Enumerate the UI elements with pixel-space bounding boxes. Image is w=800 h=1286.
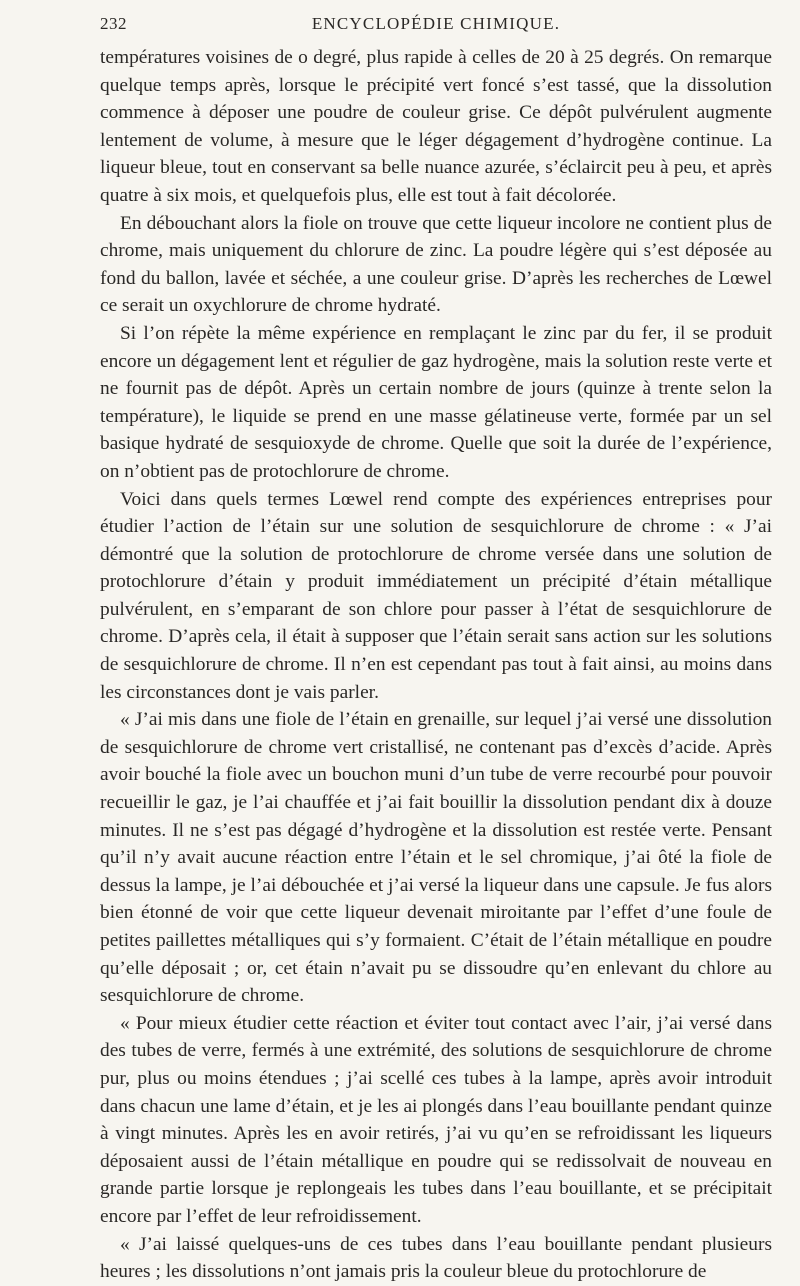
body-text: [100, 44, 772, 1286]
running-head: [100, 14, 772, 44]
paragraph: Voici dans quels termes Lœwel rend compte des expériences entreprises pour étudier l’action de l’étain sur une solution de sesquichlorure de chrome : « J’ai démontré que la solution de protochlorure de chrome versée dans une solution de protochlorure d’étain y produit immédiatement un précipité d’étain métallique pulvérulent, en s’emparant de son chlore pour passer à l’état de sesquichlorure de chrome. D’après cela, il était à supposer que l’étain serait sans action sur les solutions de sesquichlorure de chrome. Il n’en est cependant pas tout à fait ainsi, au moins dans les circonstances dont je vais parler.: [100, 488, 772, 703]
quoted-paragraph: « J’ai mis dans une fiole de l’étain en grenaille, sur lequel j’ai versé une dissolution de sesquichlorure de chrome vert cristallisé, ne contenant pas d’excès d’acide. Après avoir bouché la fiole avec un bouchon muni d’un tube de verre recourbé pour pouvoir recueillir le gaz, je l’ai chauffée et j’ai fait bouillir la dissolution pendant dix à douze minutes. Il ne s’est pas dégagé d’hydrogène et la dissolution est restée verte. Pensant qu’il n’y avait aucune réaction entre l’étain et le sel chromique, j’ai ôté la fiole de dessus la lampe, je l’ai débouchée et j’ai versé la liqueur dans une capsule. Je fus alors bien étonné de voir que cette liqueur devenait miroitante par l’effet d’une foule de petites paillettes métalliques qui s’y formaient. C’était de l’étain métallique en poudre qu’elle déposait ; or, cet étain n’avait pu se dissoudre qu’en enlevant du chlore au sesquichlorure de chrome.: [100, 709, 772, 1007]
quoted-paragraph: « J’ai laissé quelques-uns de ces tubes dans l’eau bouillante pendant plusieurs heures ; les dissolutions n’ont jamais pris la couleur bleue du protochlorure de: [100, 1233, 772, 1283]
paragraph: Si l’on répète la même expérience en remplaçant le zinc par du fer, il se produit encore un dégagement lent et régulier de gaz hydrogène, mais la solution reste verte et ne fournit pas de dépôt. Après un certain nombre de jours (quinze à trente selon la température), le liquide se prend en une masse gélatineuse verte, formée par un sel basique hydraté de sesquioxyde de chrome. Quelle que soit la durée de l’expérience, on n’obtient pas de protochlorure de chrome.: [100, 322, 772, 482]
page-number: 232: [100, 14, 127, 33]
quoted-paragraph: « Pour mieux étudier cette réaction et éviter tout contact avec l’air, j’ai versé dans des tubes de verre, fermés à une extrémité, des solutions de sesquichlorure de chrome pur, plus ou moins étendues ; j’ai scellé ces tubes à la lampe, après avoir introduit dans chacun une lame d’étain, et je les ai plongés dans l’eau bouillante pendant quinze à vingt minutes. Après les en avoir retirés, j’ai vu qu’en se refroidissant les liqueurs déposaient aussi de l’étain métallique en poudre qui se redissolvait de nouveau en grande partie lorsque je replongeais les tubes dans l’eau bouillante, et se précipitait encore par l’effet de leur refroidissement.: [100, 1012, 772, 1227]
paragraph-continued: températures voisines de o degré, plus rapide à celles de 20 à 25 degrés. On remarque quelque temps après, lorsque le précipité vert foncé s’est tassé, que la dissolution commence à déposer une poudre de couleur grise. Ce dépôt pulvérulent augmente lentement de volume, à mesure que le léger dégagement d’hydrogène continue. La liqueur bleue, tout en conservant sa belle nuance azurée, s’éclaircit peu à peu, et après quatre à six mois, et quelquefois plus, elle est tout à fait décolorée.: [100, 47, 772, 206]
paragraph: En débouchant alors la fiole on trouve que cette liqueur incolore ne contient plus de chrome, mais uniquement du chlorure de zinc. La poudre légère qui s’est déposée au fond du ballon, lavée et séchée, a une couleur grise. D’après les recherches de Lœwel ce serait un oxychlorure de chrome hydraté.: [100, 212, 772, 317]
running-title: ENCYCLOPÉDIE CHIMIQUE.: [311, 14, 561, 33]
